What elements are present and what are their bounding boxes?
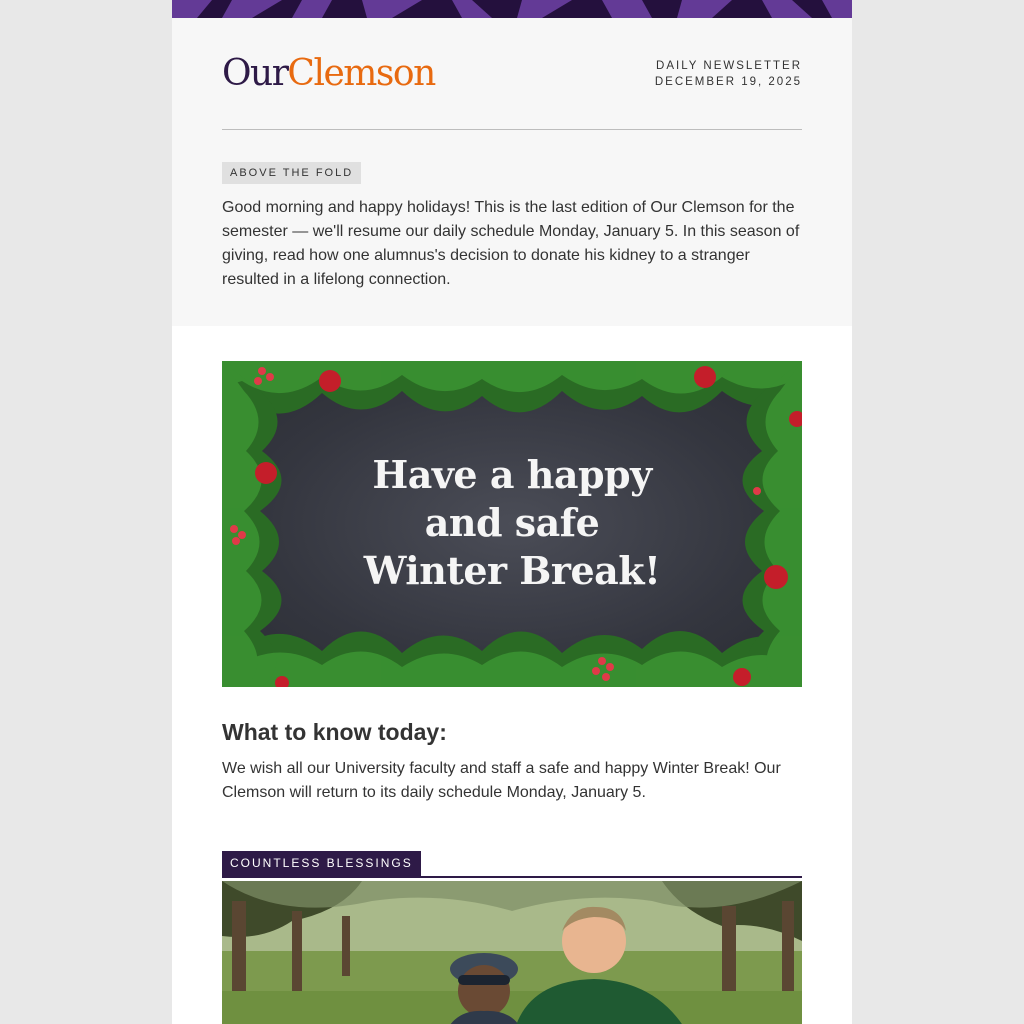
header — [172, 18, 852, 326]
newsletter-meta — [655, 54, 802, 90]
hero-line-1: Have a happy — [372, 452, 652, 497]
main-content — [172, 326, 852, 1024]
newsletter-type: DAILY NEWSLETTER — [656, 60, 802, 72]
above-the-fold-text: Good morning and happy holidays! This is the last edition of Our Clemson for the semester — we'll resume our daily schedule Monday, January 5. In this season of giving, read how one alumnus's decision to donate his kidney to a stranger resulted in a lifelong connection. — [222, 199, 800, 288]
hero-line-3: Winter Break! — [363, 548, 661, 593]
above-the-fold-tag: ABOVE THE FOLD — [222, 162, 361, 184]
newsletter-date: DECEMBER 19, 2025 — [654, 76, 802, 88]
story-photo[interactable] — [222, 881, 802, 1024]
newsletter-email — [172, 0, 852, 1024]
hero-line-2: and safe — [424, 500, 600, 545]
logo-our: Our — [222, 53, 288, 94]
countless-blessings-section-header — [222, 851, 802, 878]
banner-pattern — [172, 0, 852, 18]
hero-greeting — [222, 451, 802, 595]
header-row — [222, 18, 802, 130]
what-to-know-text: We wish all our University faculty and staff a safe and happy Winter Break! Our Clemson will return to its daily schedule Monday, January 5. — [222, 760, 781, 801]
countless-blessings-tag: COUNTLESS BLESSINGS — [222, 851, 421, 876]
top-banner — [172, 0, 852, 18]
oak-alley-photo-illustration — [222, 881, 802, 1024]
what-to-know-title: What to know today: — [222, 719, 447, 745]
logo-clemson: Clemson — [287, 53, 435, 94]
winter-break-hero-image[interactable] — [222, 361, 802, 687]
our-clemson-logo[interactable] — [222, 54, 435, 94]
